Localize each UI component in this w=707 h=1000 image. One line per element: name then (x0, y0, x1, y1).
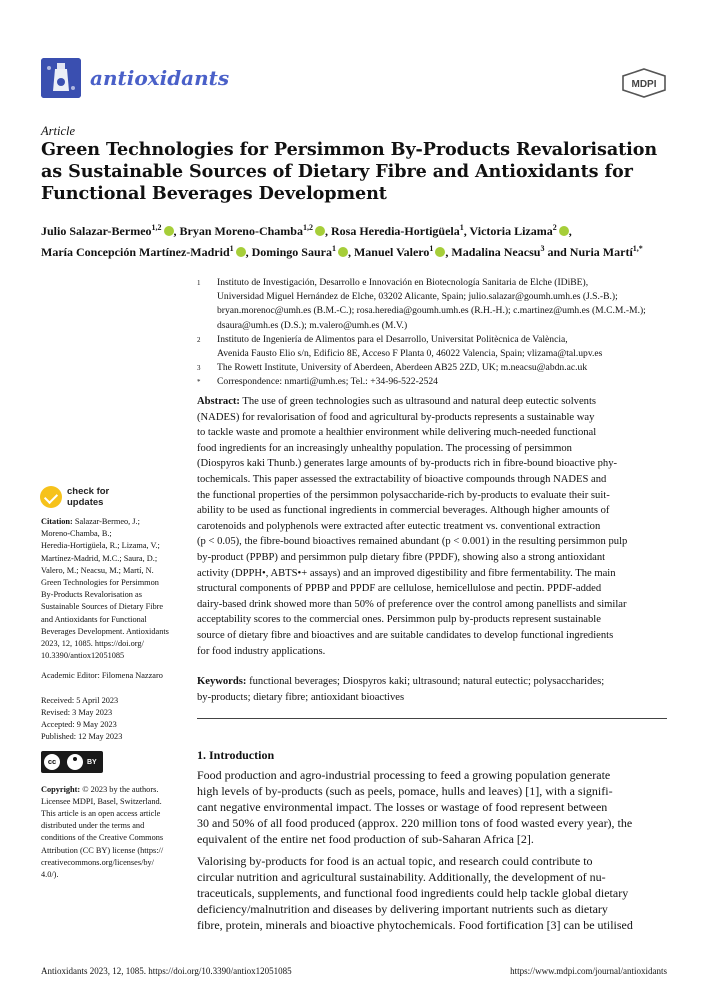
body-line: deficiency/malnutrition and diseases by delivering important nutrients such as dietary (197, 902, 608, 916)
author-sup: 3 (540, 244, 545, 253)
citation-line: Moreno-Chamba, B.; (41, 529, 112, 539)
article-type: Article (41, 124, 76, 138)
copyright-line (41, 784, 189, 796)
abstract-line: food ingredients for an increasingly unhealthy population. The processing of persimmon (197, 442, 572, 454)
author-list (41, 219, 671, 261)
journal-name[interactable]: antioxidants (90, 66, 230, 90)
orcid-icon[interactable] (236, 247, 246, 257)
affiliation-mark: 2 (197, 335, 201, 344)
abstract-line: tochemicals. This paper assessed the extractability of bioactive compounds through NADES and (197, 473, 607, 485)
abstract-line: for food industry applications. (197, 645, 326, 657)
affiliation-2 (197, 333, 667, 361)
citation-line: By-Products Revalorisation as (41, 590, 142, 600)
citation-line: Sustainable Sources of Dietary Fibre (41, 602, 164, 612)
author-name[interactable]: Julio Salazar-Bermeo (41, 224, 152, 238)
affiliation-mark: 3 (197, 364, 201, 373)
author-name[interactable]: Rosa Heredia-Hortigüela (330, 224, 460, 238)
abstract-line: activity (DPPH•, ABTS•+ assays) and an improved digestibility and fibre fermentability. The main (197, 567, 616, 579)
abstract-line: ability to be used as functional ingredients in commercial beverages. Although higher amounts of (197, 505, 610, 517)
body-line: equivalent of the entire net food production of sub-Saharan Africa [2]. (197, 832, 534, 846)
date-accepted: Accepted: 9 May 2023 (41, 720, 117, 730)
copyright-line: Licensee MDPI, Basel, Switzerland. (41, 796, 162, 806)
keywords-line: by-products; dietary fibre; antioxidant bioactives (197, 691, 405, 703)
abstract-text: The use of green technologies such as ultrasound and natural deep eutectic solvents (239, 396, 597, 407)
introduction-text (197, 767, 667, 933)
orcid-icon[interactable] (559, 226, 569, 236)
citation-label: Citation: (41, 517, 73, 526)
abstract-line: structural components of PPBP and PPDF are cellulose, hemicellulose and pectin. PPDF-added (197, 583, 602, 595)
author-name[interactable]: María Concepción Martínez-Madrid (41, 245, 230, 259)
author-line: María Concepción Martínez-Madrid$^1$ , Domingo Saura$^1$ , Manuel Valero$^1$ , Madalina Neacsu$^3$ and Nuria Martí$^{1,*}$ (41, 244, 643, 259)
author-sup: 1,* (632, 244, 643, 253)
orcid-icon[interactable] (435, 247, 445, 257)
affiliation-line: Universidad Miguel Hernández de Elche, 03202 Alicante, Spain; julio.salazar@goumh.umh.es (J.S.-B.); (217, 291, 618, 303)
abstract-label: Abstract: (197, 396, 240, 407)
citation-line: and Antioxidants for Functional (41, 614, 147, 624)
copyright-label: Copyright: (41, 784, 81, 794)
author-sup: 1 (229, 244, 234, 253)
author-name[interactable]: Bryan Moreno-Chamba (179, 224, 303, 238)
body-line: circular nutrition and agricultural sustainability. Additionally, the development of nu- (197, 870, 606, 884)
footer-journal-link[interactable]: https://www.mdpi.com/journal/antioxidants (510, 966, 667, 976)
author-sup: 1 (429, 244, 434, 253)
date-revised: Revised: 3 May 2023 (41, 707, 113, 717)
orcid-icon[interactable] (338, 247, 348, 257)
affiliation-mark: 1 (197, 279, 201, 287)
body-line: cant negative environmental impact. The losses or wastage of food represent between (197, 800, 608, 814)
keywords-text: functional beverages; Diospyros kaki; ultrasound; natural eutectic; polysaccharides; (246, 676, 605, 687)
cc-icon: cc (44, 754, 60, 770)
keywords-line (197, 674, 667, 690)
author-name[interactable]: Madalina Neacsu (451, 245, 541, 259)
affiliation-line: Avenida Fausto Elio s/n, Edificio 8E, Acceso F Planta 0, 46022 Valencia, Spain; vlizama@tal.upv.es (217, 348, 603, 360)
orcid-icon[interactable] (315, 226, 325, 236)
citation-text: Salazar-Bermeo, J.; (72, 517, 140, 526)
check-for-updates-button[interactable] (40, 484, 130, 510)
abstract-line: (NADES) for revalorisation of food and agricultural by-products represents a sustainable way (197, 411, 595, 423)
sidebar-info (41, 516, 189, 881)
title-line: as Sustainable Sources of Dietary Fibre and Antioxidants for (41, 161, 633, 182)
abstract-line: by-product (PPBP) and persimmon pulp dietary fibre (PPDF), showing also a strong antioxidant (197, 551, 606, 563)
by-label: BY (87, 759, 97, 767)
author-name[interactable]: Victoria Lizama (469, 224, 553, 238)
title-line: Functional Beverages Development (41, 183, 387, 204)
check-updates-text (67, 487, 109, 508)
copyright-line: This article is an open access article (41, 809, 161, 819)
affiliation-3 (197, 361, 667, 375)
body-line: Valorising by-products for food is an actual topic, and research could contribute to (197, 854, 593, 868)
abstract-line: source of dietary fibre and bioactives and are suitable candidates to develop functional ingredients (197, 629, 614, 641)
author-line: Julio Salazar-Bermeo$^{1,2}$ , Bryan Moreno-Chamba$^{1,2}$ , Rosa Heredia-Hortigüela$^1$, Victoria Lizama$^2$ , (41, 223, 572, 238)
author-sup: 1,2 (302, 223, 313, 232)
date-received: Received: 5 April 2023 (41, 695, 119, 705)
academic-editor: Academic Editor: Filomena Nazzaro (41, 671, 163, 681)
citation-line: Beverages Development. Antioxidants (41, 626, 169, 636)
abstract-line: (Diospyros kaki Thunb.) generates large amounts of by-products rich in fibre-bound bioactive phy- (197, 458, 618, 470)
check-updates-icon (40, 486, 62, 508)
affiliation-line: dsaura@umh.es (D.S.); m.valero@umh.es (M.V.) (217, 319, 408, 331)
affiliation-line: bryan.morenoc@umh.es (B.M.-C.); rosa.heredia@goumh.umh.es (R.H.-H.); c.martinez@umh.es (M.C.M.-M.); (217, 305, 646, 317)
author-name[interactable]: Domingo Saura (251, 245, 332, 259)
section-divider (197, 718, 667, 719)
body-line: Food production and agro-industrial processing to feed a growing population generate (197, 768, 611, 782)
body-line: traceuticals, supplements, and functional food ingredients could help tackle global dietary (197, 886, 629, 900)
journal-logo-icon (41, 58, 81, 98)
citation-line: Green Technologies for Persimmon (41, 578, 159, 588)
keywords-label: Keywords: (197, 676, 247, 687)
citation-line: 2023, 12, 1085. https://doi.org/ (41, 639, 144, 649)
journal-header (41, 58, 667, 104)
author-name[interactable]: Nuria Martí (569, 245, 633, 259)
affiliation-1 (197, 276, 667, 333)
copyright-line: 4.0/). (41, 870, 59, 880)
affiliation-line: The Rowett Institute, University of Aberdeen, Aberdeen AB25 2ZD, UK; m.neacsu@abdn.ac.uk (217, 362, 588, 374)
section-heading: 1. Introduction (197, 748, 275, 762)
affiliation-mark: * (197, 378, 201, 387)
abstract-line: acceptability scores to the commercial ones. Persimmon pulp by-products represent sustainable (197, 614, 601, 626)
check-updates-line: check for (67, 486, 110, 497)
affiliations (197, 276, 667, 390)
abstract-line: dairy-based drink showed more than 50% of preference over the control among panellists and similar (197, 598, 627, 610)
citation-line: Valero, M.; Neacsu, M.; Martí, N. (41, 565, 154, 575)
copyright-line: conditions of the Creative Commons (41, 833, 164, 843)
check-updates-line: updates (67, 496, 104, 508)
author-sup: 1 (459, 223, 464, 232)
citation-line (41, 516, 189, 528)
body-line: 30 and 50% of all food produced (approx. 220 million tons of food wasted every year), the (197, 816, 633, 830)
orcid-icon[interactable] (164, 226, 174, 236)
footer-citation[interactable]: Antioxidants 2023, 12, 1085. https://doi.org/10.3390/antiox12051085 (41, 966, 292, 976)
citation-line: Heredia-Hortigüela, R.; Lizama, V.; (41, 541, 160, 551)
abstract-line: the functional properties of the persimmon polysaccharide-rich by-products to evaluate their suit- (197, 489, 610, 501)
author-sup: 2 (552, 223, 557, 232)
cc-by-license-icon[interactable] (41, 751, 103, 773)
affiliation-line: Instituto de Investigación, Desarrollo e Innovación en Biotecnología Sanitaria de Elche (IDiBE), (217, 277, 589, 288)
abstract (197, 394, 667, 659)
copyright-line: Attribution (CC BY) license (https:// (41, 845, 164, 855)
keywords (197, 674, 667, 705)
publisher-name: MDPI (631, 79, 657, 90)
affiliation-line: Instituto de Ingeniería de Alimentos para el Desarrollo, Universitat Politècnica de València, (217, 333, 568, 345)
abstract-line (197, 394, 667, 410)
citation-line: Martínez-Madrid, M.C.; Saura, D.; (41, 553, 158, 563)
author-sup: 1,2 (151, 223, 162, 232)
author-name[interactable]: Manuel Valero (353, 245, 430, 259)
body-line: high levels of by-products (such as peels, pomace, hulls and leaves) [1], with a signifi- (197, 784, 613, 798)
copyright-line: distributed under the terms and (41, 821, 145, 831)
correspondence (197, 375, 667, 389)
date-published: Published: 12 May 2023 (41, 732, 123, 742)
copyright-text: © 2023 by the authors. (80, 784, 159, 794)
by-person-icon (67, 754, 83, 770)
mdpi-logo-icon[interactable] (621, 68, 667, 98)
article-title (41, 139, 671, 205)
affiliation-line: Correspondence: nmarti@umh.es; Tel.: +34-96-522-2524 (217, 376, 438, 388)
body-line: fibre, protein, minerals and bioactive phytochemicals. Food fortification [3] can be utilised (197, 918, 633, 932)
copyright-license-link[interactable]: creativecommons.org/licenses/by/ (41, 857, 154, 867)
abstract-line: carotenoids and polyphenols were extracted after eutectic treatment vs. conventional extraction (197, 520, 601, 532)
abstract-line: to tackle waste and promote a healthier environment while delivering much-needed functional (197, 427, 597, 439)
abstract-line: (p < 0.05), the fibre-bound bioactives remained abundant (p < 0.001) in the resulting persimmon pulp (197, 536, 628, 548)
author-sup: 1 (331, 244, 336, 253)
title-line: Green Technologies for Persimmon By-Products Revalorisation (41, 139, 658, 160)
citation-doi-link[interactable]: 10.3390/antiox12051085 (41, 651, 125, 661)
